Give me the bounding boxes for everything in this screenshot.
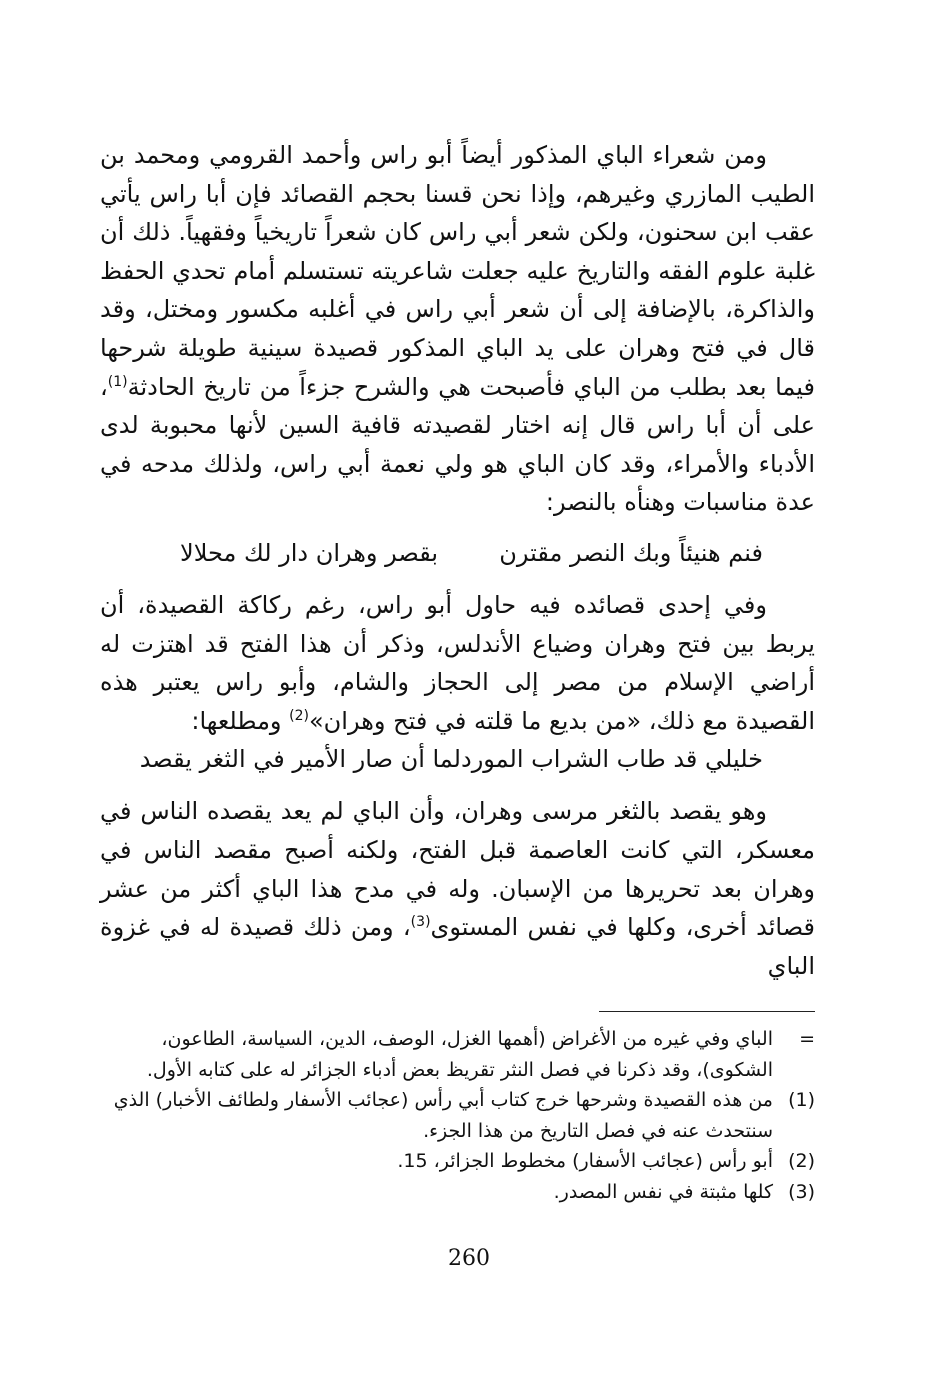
verse-2 [100,740,815,778]
verse-2-second-hemistich: لما أن صار الأمير في الثغر يقصد [139,745,461,774]
footnote-separator [599,1011,815,1012]
paragraph-1-continuation: ، على أن أبا راس قال إنه اختار لقصيدته قافية السين لأنها محبوبة لدى الأدباء والأمراء، وقد كان الباي هو ولي نعمة أبي راس، ولذلك مدحه في عدة مناسبات وهنأه بالنصر: [100,372,815,517]
verse-1-first-hemistich: فنم هنيئاً وبك النصر مقترن [499,538,763,567]
page-number: 260 [448,1246,490,1271]
footnote-mark: = [799,1028,815,1051]
footnote-2 [100,1146,815,1177]
footnote-mark: (2) [788,1150,815,1173]
footnote-1 [100,1085,815,1146]
paragraph-3-text: وهو يقصد بالثغر مرسى وهران، وأن الباي لم يعد يقصده الناس في معسكر، التي كانت العاصمة قبل الفتح، ولكنه أصبح مقصد الناس في وهران بعد تحريرها من الإسبان. وله في مدح هذا الباي أكثر من عشر قصائد أخرى، وكلها في نفس المستوى [100,797,815,942]
footnote-text: من هذه القصيدة وشرحها خرج كتاب أبي رأس (عجائب الأسفار ولطائف الأخبار) الذي سنتحدث عنه في فصل التاريخ من هذا الجزء. [113,1089,773,1142]
paragraph-3-continuation: ، ومن ذلك قصيدة له في غزوة الباي [100,913,815,980]
verse-1-second-hemistich: بقصر وهران دار لك محلالا [180,538,439,567]
page-content [100,136,815,1207]
footnote-3 [100,1177,815,1208]
paragraph-1 [100,136,815,522]
footnote-mark: (3) [788,1180,815,1203]
paragraph-3 [100,792,815,985]
footnote-continued [100,1024,815,1085]
footnote-text: أبو رأس (عجائب الأسفار) مخطوط الجزائر، 15. [397,1150,773,1173]
verse-2-first-hemistich: خليلي قد طاب الشراب المورد [461,745,763,774]
footnote-mark: (1) [788,1089,815,1112]
paragraph-2 [100,586,815,740]
paragraph-2-continuation: ومطلعها: [191,706,290,735]
verse-1 [100,534,815,572]
footnote-ref-2: (2) [289,707,309,724]
footnote-ref-1: (1) [107,373,128,390]
footnote-text: الباي وفي غيره من الأغراض (أهمها الغزل، الوصف، الدين، السياسة، الطاعون، الشكوى)، وقد ذكرنا في فصل النثر تقريظ بعض أدباء الجزائر له على كتابه الأول. [146,1028,773,1081]
paragraph-2-text: وفي إحدى قصائده فيه حاول أبو راس، رغم ركاكة القصيدة، أن يربط بين فتح وهران وضياع الأندلس، وذكر أن هذا الفتح قد اهتزت له أراضي الإسلام من مصر إلى الحجاز والشام، وأبو راس يعتبر هذه القصيدة مع ذلك، «من بديع ما قلته في فتح وهران» [100,590,815,735]
footnote-ref-3: (3) [410,914,431,931]
footnote-text: كلها مثبتة في نفس المصدر. [553,1180,773,1203]
paragraph-1-text: ومن شعراء الباي المذكور أيضاً أبو راس وأحمد القرومي ومحمد بن الطيب المازري وغيرهم، وإذا نحن قسنا بحجم القصائد فإن أبا راس يأتي عقب ابن سحنون، ولكن شعر أبي راس كان شعراً تاريخياً وفقهياً. ذلك أن غلبة علوم الفقه والتاريخ عليه جعلت شاعريته تستسلم أمام تحدي الحفظ والذاكرة، بالإضافة إلى أن شعر أبي راس في أغلبه مكسور ومختل، وقد قال في فتح وهران على يد الباي المذكور قصيدة سينية طويلة شرحها فيما بعد بطلب من الباي فأصبحت هي والشرح جزءاً من تاريخ الحادثة [100,141,815,401]
